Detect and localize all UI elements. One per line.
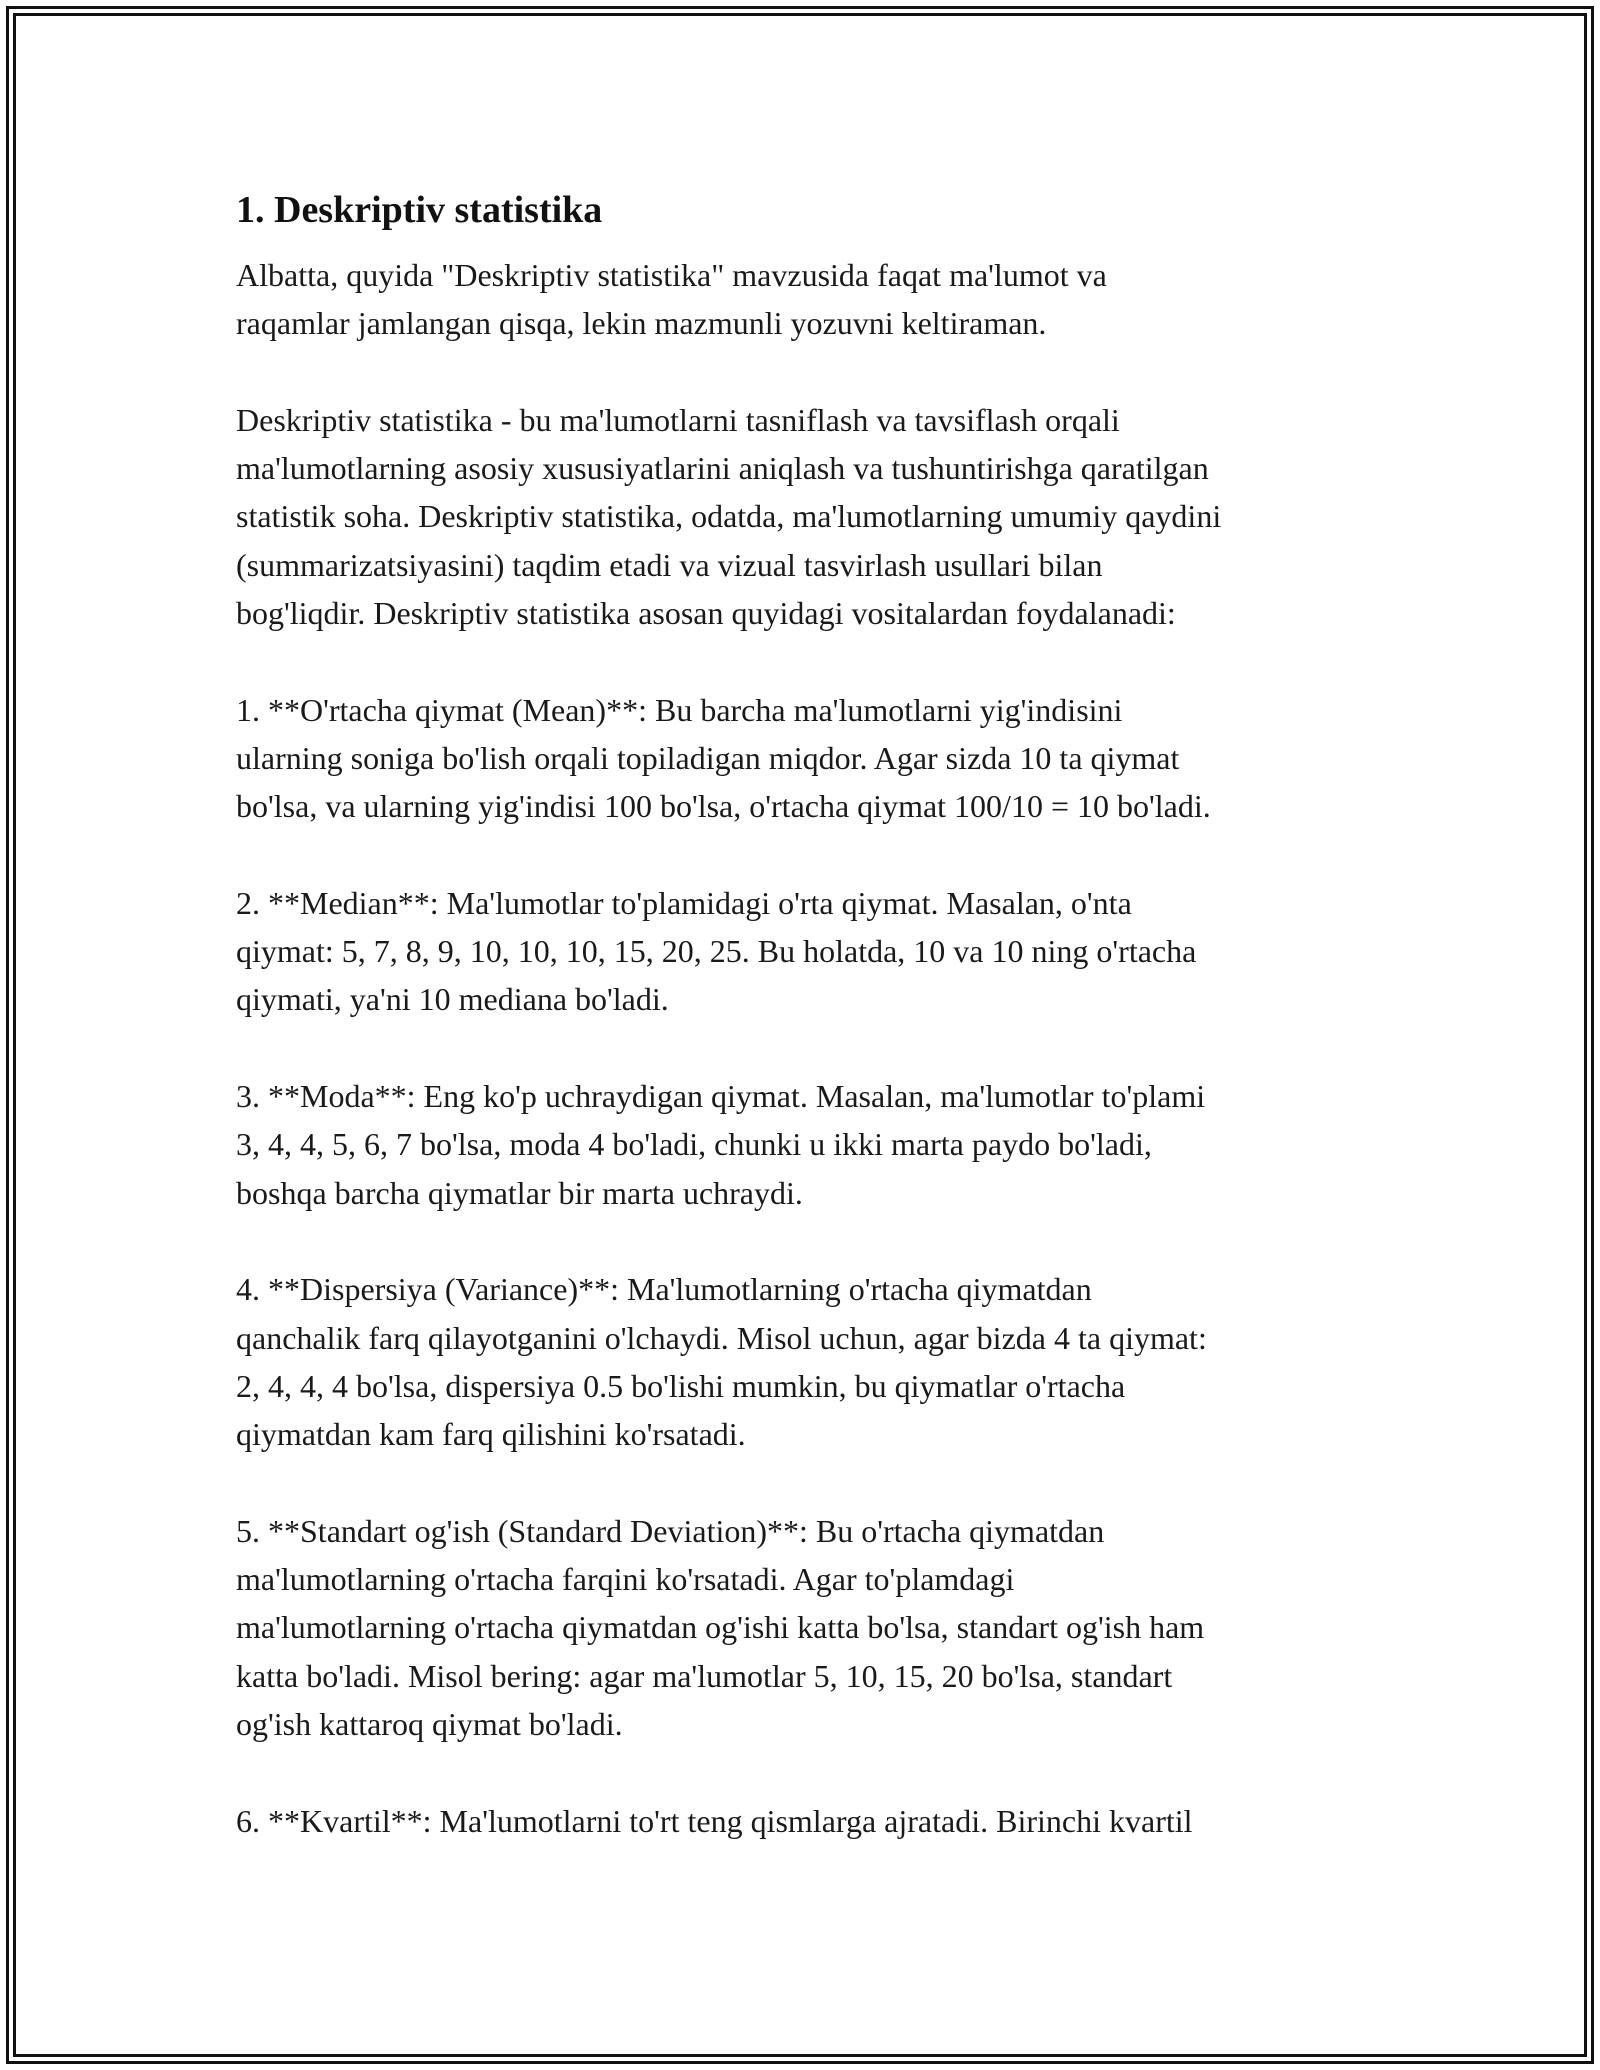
paragraph (236, 1507, 1386, 1748)
document-body (236, 185, 1386, 1893)
text-line: 3, 4, 4, 5, 6, 7 bo'lsa, moda 4 bo'ladi, chunki u ikki marta paydo bo'ladi, (236, 1126, 1152, 1163)
text-line: qiymatdan kam farq qilishini ko'rsatadi. (236, 1416, 746, 1453)
text-line: boshqa barcha qiymatlar bir marta uchraydi. (236, 1174, 803, 1211)
text-line: 1. **O'rtacha qiymat (Mean)**: Bu barcha ma'lumotlarni yig'indisini (236, 691, 1123, 728)
paragraph-list (236, 251, 1386, 1845)
paragraph (236, 1797, 1386, 1845)
text-line: Albatta, quyida "Deskriptiv statistika" mavzusida faqat ma'lumot va (236, 257, 1107, 293)
text-line: Deskriptiv statistika - bu ma'lumotlarni tasniflash va tavsiflash orqali (236, 401, 1120, 438)
paragraph (236, 879, 1386, 1024)
text-line: 2, 4, 4, 4 bo'lsa, dispersiya 0.5 bo'lishi mumkin, bu qiymatlar o'rtacha (236, 1367, 1126, 1404)
text-line: og'ish kattaroq qiymat bo'ladi. (236, 1705, 623, 1742)
text-line: ma'lumotlarning asosiy xususiyatlarini aniqlash va tushuntirishga qaratilgan (236, 450, 1209, 487)
text-line: qiymat: 5, 7, 8, 9, 10, 10, 10, 15, 20, 25. Bu holatda, 10 va 10 ning o'rtacha (236, 933, 1197, 970)
text-line: ma'lumotlarning o'rtacha qiymatdan og'ishi katta bo'lsa, standart og'ish ham (236, 1609, 1205, 1646)
section-heading: 1. Deskriptiv statistika (236, 189, 603, 231)
text-line: bo'lsa, va ularning yig'indisi 100 bo'lsa, o'rtacha qiymat 100/10 = 10 bo'ladi. (236, 788, 1211, 825)
text-line: 6. **Kvartil**: Ma'lumotlarni to'rt teng qismlarga ajratadi. Birinchi kvartil (236, 1802, 1193, 1839)
paragraph (236, 396, 1386, 637)
text-line: raqamlar jamlangan qisqa, lekin mazmunli yozuvni keltiraman. (236, 305, 1047, 342)
text-line: 4. **Dispersiya (Variance)**: Ma'lumotlarning o'rtacha qiymatdan (236, 1271, 1092, 1308)
text-line: qiymati, ya'ni 10 mediana bo'ladi. (236, 981, 669, 1018)
text-line: 5. **Standart og'ish (Standard Deviation)**: Bu o'rtacha qiymatdan (236, 1512, 1105, 1549)
paragraph (236, 1072, 1386, 1217)
paragraph (236, 1265, 1386, 1458)
text-line: qanchalik farq qilayotganini o'lchaydi. Misol uchun, agar bizda 4 ta qiymat: (236, 1319, 1207, 1356)
text-line: bog'liqdir. Deskriptiv statistika asosan quyidagi vositalardan foydalanadi: (236, 595, 1176, 632)
paragraph (236, 686, 1386, 831)
text-line: 2. **Median**: Ma'lumotlar to'plamidagi o'rta qiymat. Masalan, o'nta (236, 884, 1132, 921)
text-line: 3. **Moda**: Eng ko'p uchraydigan qiymat. Masalan, ma'lumotlar to'plami (236, 1078, 1206, 1115)
text-line: (summarizatsiyasini) taqdim etadi va vizual tasvirlash usullari bilan (236, 546, 1103, 583)
text-line: ma'lumotlarning o'rtacha farqini ko'rsatadi. Agar to'plamdagi (236, 1561, 1015, 1598)
text-line: statistik soha. Deskriptiv statistika, odatda, ma'lumotlarning umumiy qaydini (236, 498, 1222, 535)
text-line: ularning soniga bo'lish orqali topiladigan miqdor. Agar sizda 10 ta qiymat (236, 739, 1180, 776)
text-line: katta bo'ladi. Misol bering: agar ma'lumotlar 5, 10, 15, 20 bo'lsa, standart (236, 1657, 1173, 1694)
paragraph (236, 251, 1386, 348)
